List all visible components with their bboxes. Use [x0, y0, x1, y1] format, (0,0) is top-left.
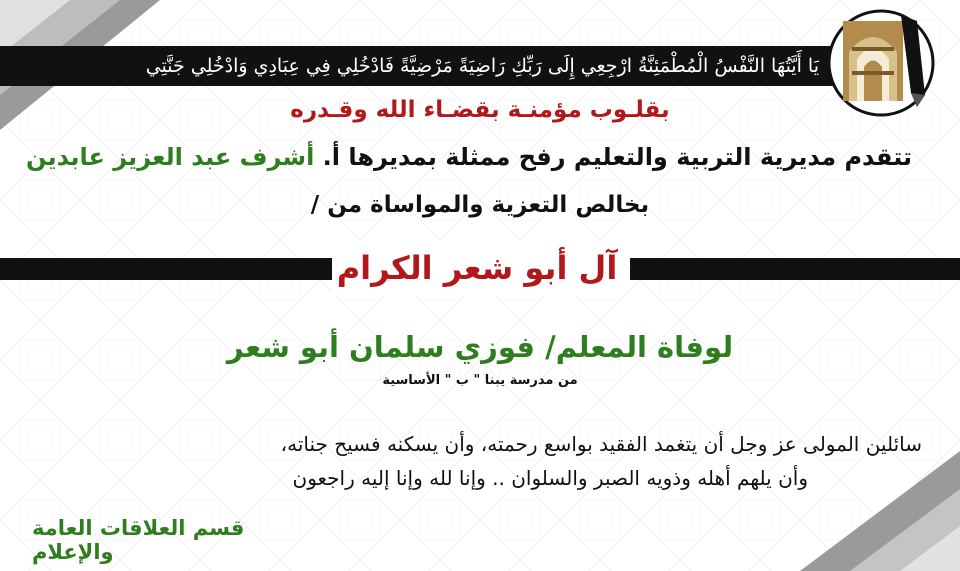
prayer-line-1: سائلين المولى عز وجل أن يتغمد الفقيد بواسع رحمته، وأن يسكنه فسيح جناته، — [280, 432, 922, 456]
quran-verse-banner: يَا أَيَّتُهَا النَّفْسُ الْمُطْمَئِنَّةُ ارْجِعِي إِلَى رَبِّكِ رَاضِيَةً مَرْضِيَّةً فَادْخُلِي فِي عِبَادِي وَادْخُلِي جَنَّتِي — [0, 46, 835, 86]
department-signature: قسم العلاقات العامة والإعلام — [32, 516, 245, 564]
school-line: من مدرسة يبنا " ب " الأساسية — [382, 373, 578, 388]
bottom-right-corner-decoration — [790, 451, 960, 571]
prayer-line-2: وأن يلهم أهله وذويه الصبر والسلوان .. وإنا لله وإنا إليه راجعون — [292, 466, 808, 490]
presenter-line — [26, 143, 912, 171]
family-name: آل أبو شعر الكرام — [332, 240, 622, 296]
condolence-line: بخالص التعزية والمواساة من / — [310, 192, 650, 218]
director-name: أشرف عبد العزيز عابدين — [26, 143, 315, 171]
right-black-bar — [630, 258, 960, 280]
left-black-bar — [0, 258, 340, 280]
opening-line: بقلـوب مؤمنـة بقضـاء الله وقـدره — [290, 97, 670, 123]
presenter-text: تتقدم مديرية التربية والتعليم رفح ممثلة بمديرها أ. — [322, 143, 912, 171]
deceased-line: لوفاة المعلم/ فوزي سلمان أبو شعر — [226, 330, 734, 364]
